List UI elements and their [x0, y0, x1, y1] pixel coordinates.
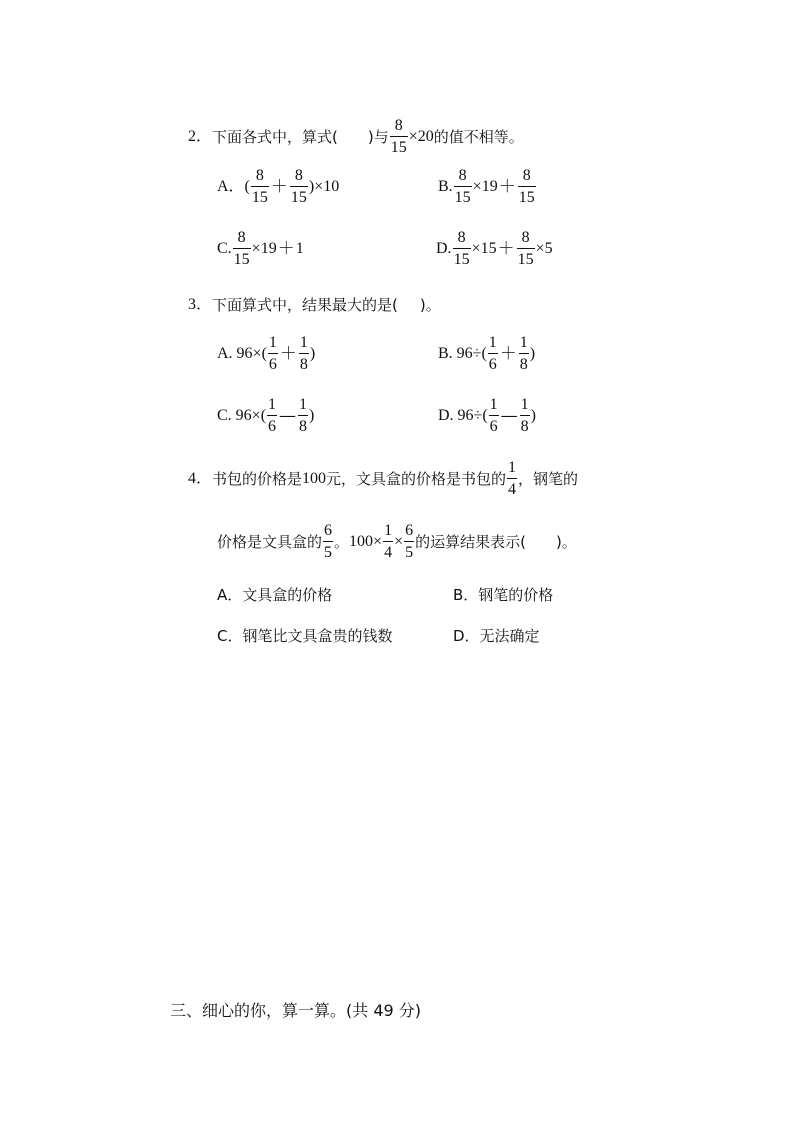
- q4-option-c[interactable]: C．钢笔比文具盒贵的钱数: [217, 627, 393, 645]
- q4-option-a[interactable]: A．文具盒的价格: [217, 586, 333, 604]
- q3-number: 3．: [188, 296, 213, 313]
- q2-stem: 2． 下面各式中，算式( )与 $\frac{8}{15}$ ×20 的值不相等。: [188, 117, 524, 156]
- q3-option-b[interactable]: B. 96÷( $\frac{1}{6}$ ＋ $\frac{1}{8}$ ): [438, 334, 536, 373]
- q2-number: 2．: [188, 128, 213, 145]
- q2-option-b[interactable]: B. $\frac{8}{15}$ ×19 ＋ $\frac{8}{15}$: [438, 167, 535, 206]
- q4-stem-line2: 价格是文具盒的 $\frac{6}{5}$ 。 100× $\frac{1}{4}$ × $\frac{6}{5}$ 的运算结果表示( )。: [217, 522, 577, 561]
- q2-option-a[interactable]: A．( $\frac{8}{15}$ ＋ $\frac{8}{15}$ )×10: [217, 167, 340, 206]
- q3-stem-text: 下面算式中，结果最大的是(: [212, 295, 398, 314]
- q2-option-c[interactable]: C. $\frac{8}{15}$ ×19 ＋ 1: [217, 229, 304, 268]
- q4-number: 4．: [188, 470, 213, 487]
- section-3-title: 三、细心的你，算一算。(共 49 分): [170, 1001, 422, 1020]
- q2-fraction: $\frac{8}{15}$: [390, 117, 407, 156]
- q4-option-d[interactable]: D．无法确定: [453, 627, 540, 645]
- q4-stem-line1: 4． 书包的价格是 100 元，文具盒的价格是书包的 $\frac{1}{4}$ ，钢笔的: [188, 459, 579, 498]
- q3-option-d[interactable]: D. 96÷( $\frac{1}{6}$ — $\frac{1}{8}$ ): [438, 396, 536, 435]
- q3-option-a[interactable]: A. 96×( $\frac{1}{6}$ ＋ $\frac{1}{8}$ ): [217, 334, 316, 373]
- q3-option-c[interactable]: C. 96×( $\frac{1}{6}$ — $\frac{1}{8}$ ): [217, 396, 315, 435]
- q4-option-b[interactable]: B．钢笔的价格: [453, 586, 554, 604]
- q3-stem: 3． 下面算式中，结果最大的是( )。: [188, 295, 441, 314]
- q2-stem-text: 下面各式中，算式(: [212, 127, 338, 146]
- q2-option-d[interactable]: D. $\frac{8}{15}$ ×15 ＋ $\frac{8}{15}$ ×5: [436, 229, 553, 268]
